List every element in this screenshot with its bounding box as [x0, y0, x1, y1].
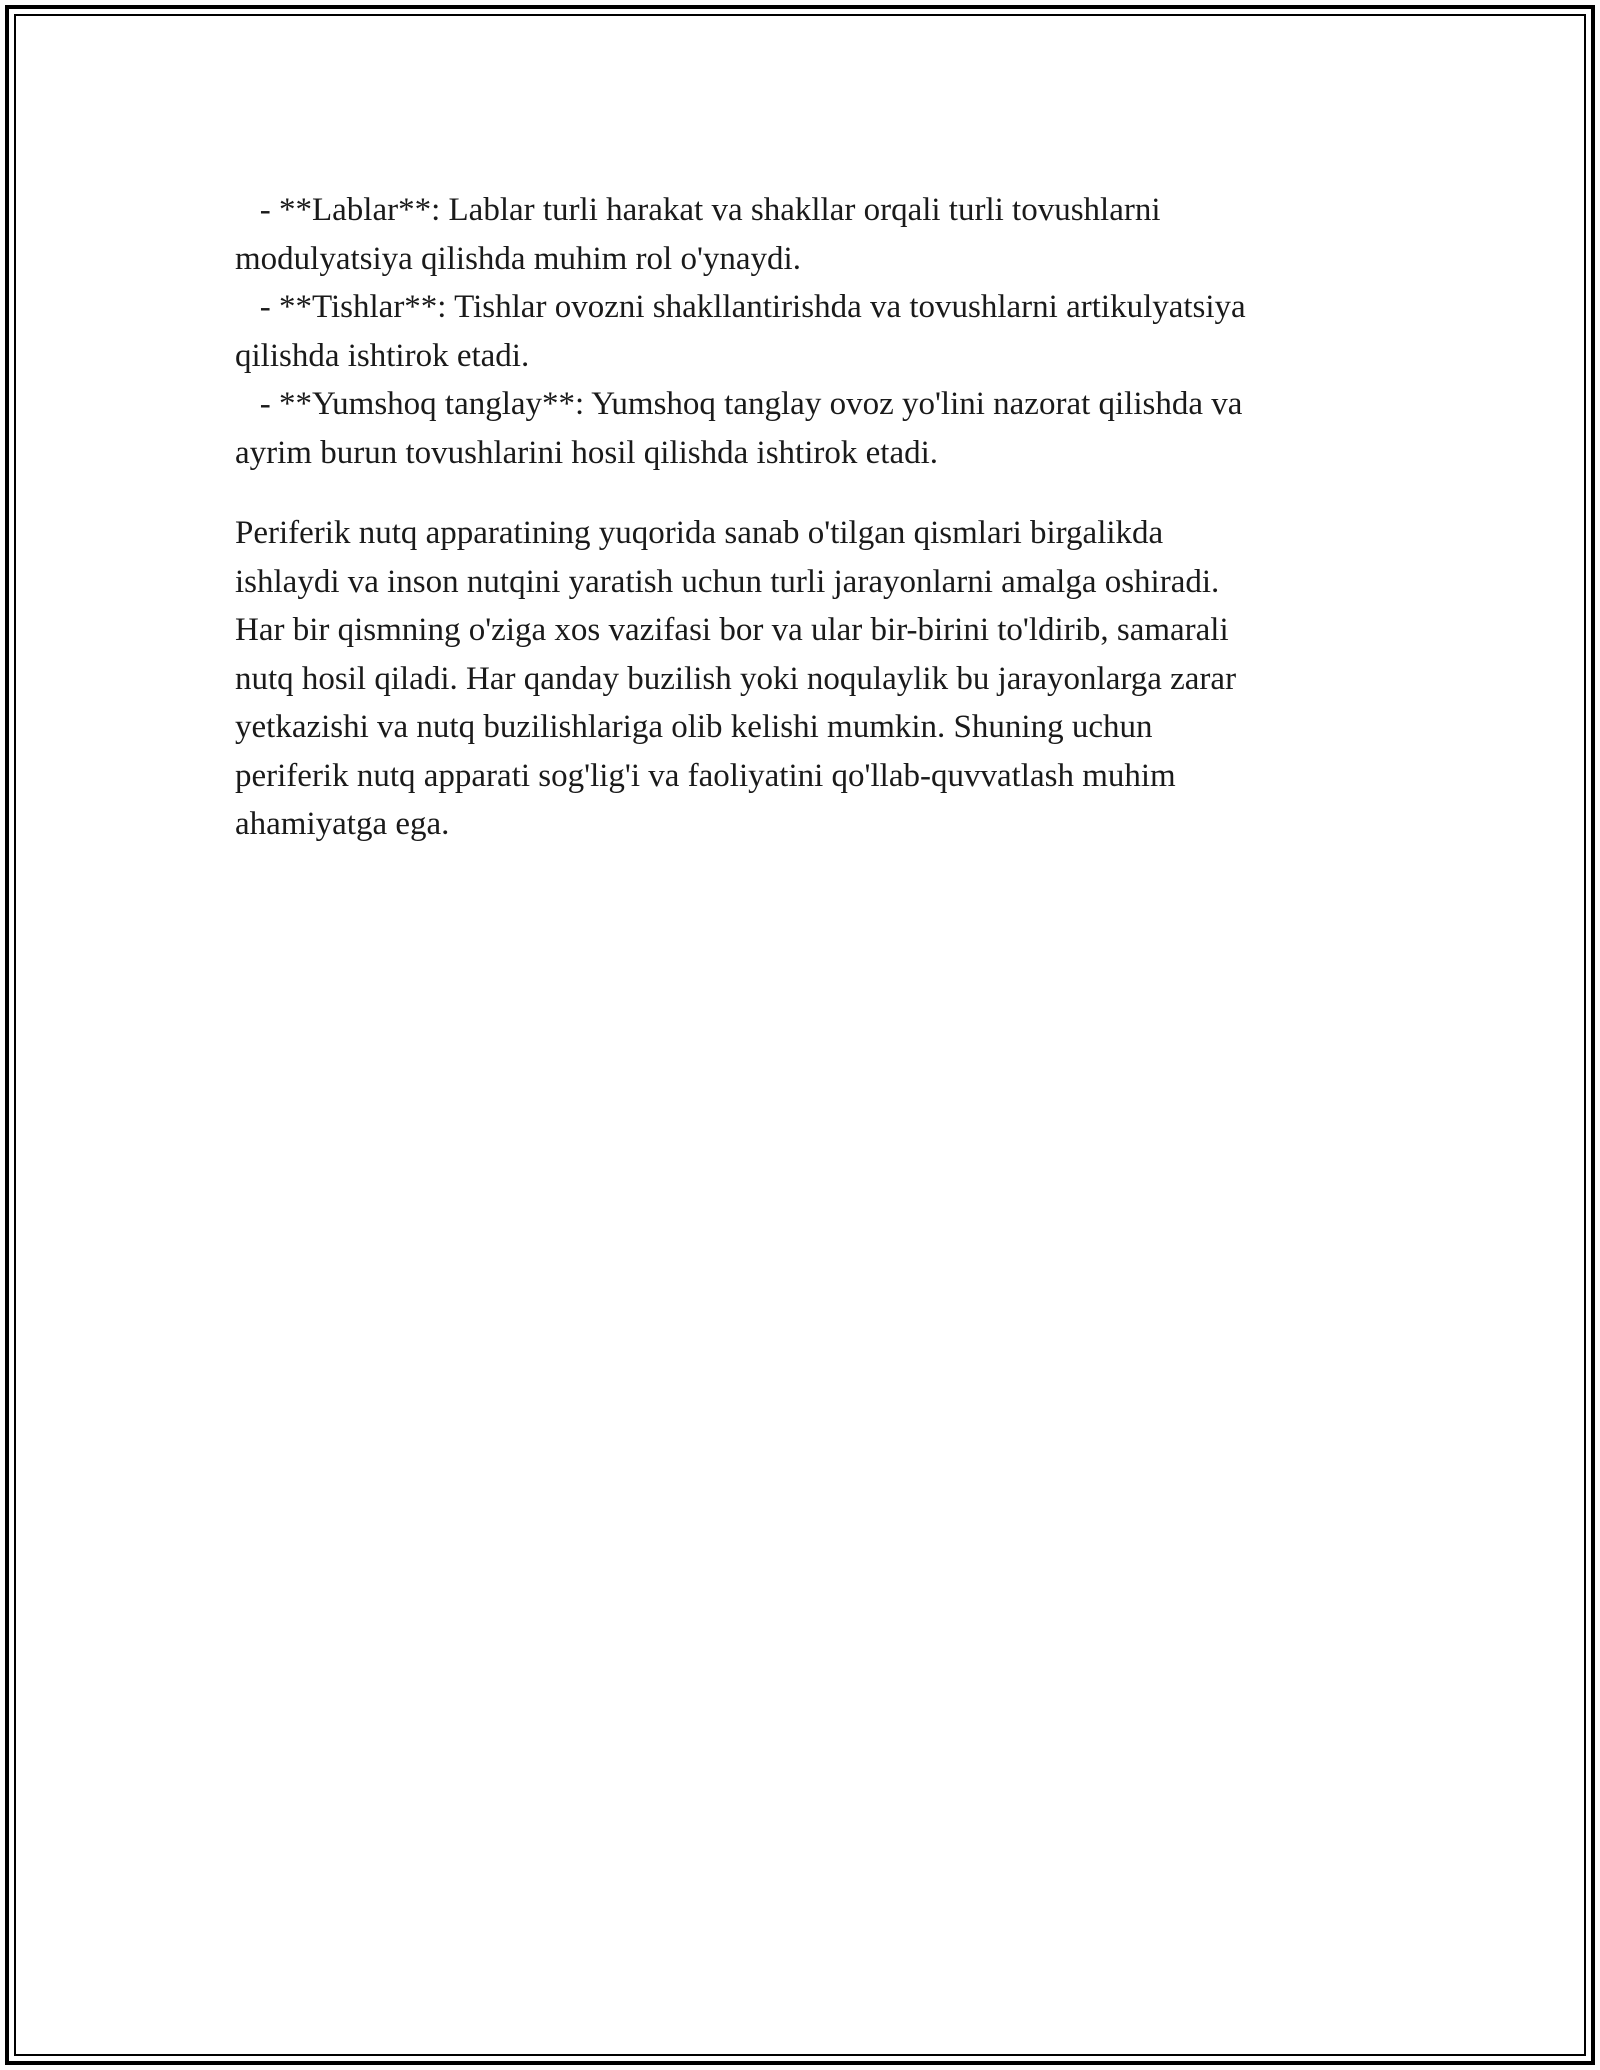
list-item-line: qilishda ishtirok etadi. [235, 337, 530, 374]
list-item-line: modulyatsiya qilishda muhim rol o'ynaydi. [235, 240, 801, 277]
summary-line: yetkazishi va nutq buzilishlariga olib kelishi mumkin. Shuning uchun [235, 709, 1153, 745]
summary-line: Har bir qismning o'ziga xos vazifasi bor va ular bir-birini to'ldirib, samarali [235, 612, 1229, 648]
list-item-line: - **Tishlar**: Tishlar ovozni shakllantirishda va tovushlarni artikulyatsiya [235, 289, 1246, 325]
summary-line: nutq hosil qiladi. Har qanday buzilish yoki noqulaylik bu jarayonlarga zarar [235, 660, 1237, 697]
summary-line: periferik nutq apparati sog'lig'i va faoliyatini qo'llab-quvvatlash muhim [235, 757, 1176, 794]
summary-line: ishlaydi va inson nutqini yaratish uchun turli jarayonlarni amalga oshiradi. [235, 563, 1220, 600]
list-item-tishlar [235, 283, 1385, 380]
summary-paragraph [235, 509, 1385, 849]
list-item-line: - **Lablar**: Lablar turli harakat va shakllar orqali turli tovushlarni [235, 192, 1161, 228]
summary-line: ahamiyatga ega. [235, 806, 450, 842]
list-item-line: ayrim burun tovushlarini hosil qilishda ishtirok etadi. [235, 434, 939, 471]
summary-line: Periferik nutq apparatining yuqorida sanab o'tilgan qismlari birgalikda [235, 515, 1164, 551]
paragraph-gap [235, 477, 1385, 509]
document-body [235, 186, 1385, 849]
list-item-line: - **Yumshoq tanglay**: Yumshoq tanglay ovoz yo'lini nazorat qilishda va [235, 386, 1243, 422]
list-item-yumshoq-tanglay [235, 380, 1385, 477]
list-item-lablar [235, 186, 1385, 283]
